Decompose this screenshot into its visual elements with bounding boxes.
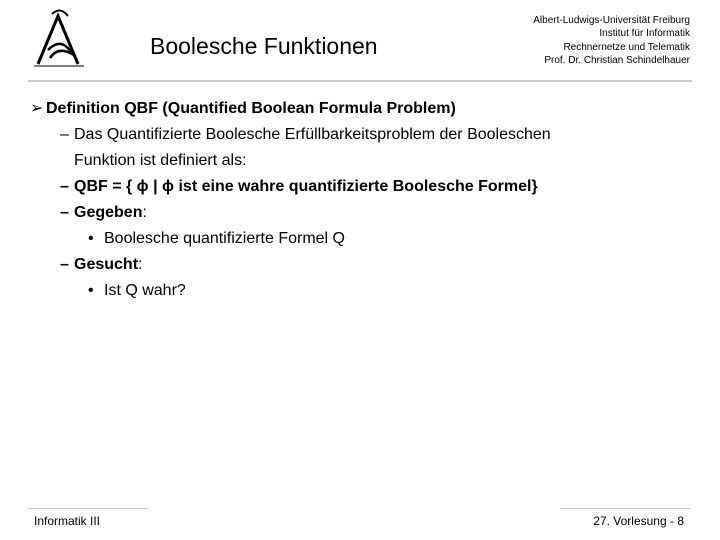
university-logo-icon [28, 8, 90, 70]
sub-bullet-wanted [30, 278, 690, 304]
affiliation-block [450, 14, 690, 67]
definition-text-line2: Funktion ist definiert als: [74, 152, 247, 169]
dash-bullet-icon: – [60, 256, 69, 273]
dash-bullet-icon: – [60, 178, 69, 195]
footer-divider-right [560, 508, 690, 509]
wanted-text: Ist Q wahr? [104, 282, 186, 299]
heading-text: Definition QBF (Quantified Boolean Formula Problem) [46, 100, 456, 117]
dash-bullet-icon: – [60, 126, 69, 143]
bullet-qbf [30, 174, 690, 200]
header-divider [28, 80, 692, 82]
dot-bullet-icon: • [88, 230, 94, 247]
bullet-definition-continuation [30, 148, 690, 174]
footer-lecture-page: 27. Vorlesung - 8 [593, 514, 684, 528]
affiliation-institute: Institut für Informatik [599, 28, 690, 40]
affiliation-department: Rechnernetze und Telematik [563, 41, 690, 53]
slide-content [30, 96, 690, 304]
definition-text-line1: Das Quantifizierte Boolesche Erfüllbarkeitsproblem der Booleschen [74, 126, 551, 143]
given-label: Gegeben [74, 204, 143, 221]
affiliation-university: Albert-Ludwigs-Universität Freiburg [533, 15, 690, 26]
qbf-definition-text: QBF = { ϕ | ϕ ist eine wahre quantifizierte Boolesche Formel} [74, 178, 538, 195]
given-text: Boolesche quantifizierte Formel Q [104, 230, 345, 247]
slide-title: Boolesche Funktionen [150, 33, 378, 59]
dash-bullet-icon: – [60, 204, 69, 221]
bullet-wanted [30, 252, 690, 278]
wanted-label: Gesucht [74, 256, 139, 273]
footer-divider-left [28, 508, 148, 509]
footer-course: Informatik III [34, 514, 101, 528]
bullet-definition [30, 122, 690, 148]
bullet-heading [30, 96, 690, 122]
wanted-colon: : [138, 256, 143, 273]
bullet-given [30, 200, 690, 226]
arrow-bullet-icon: ➢ [30, 100, 44, 117]
dot-bullet-icon: • [88, 282, 94, 299]
given-colon: : [142, 204, 147, 221]
affiliation-professor: Prof. Dr. Christian Schindelhauer [544, 54, 690, 66]
sub-bullet-given [30, 226, 690, 252]
